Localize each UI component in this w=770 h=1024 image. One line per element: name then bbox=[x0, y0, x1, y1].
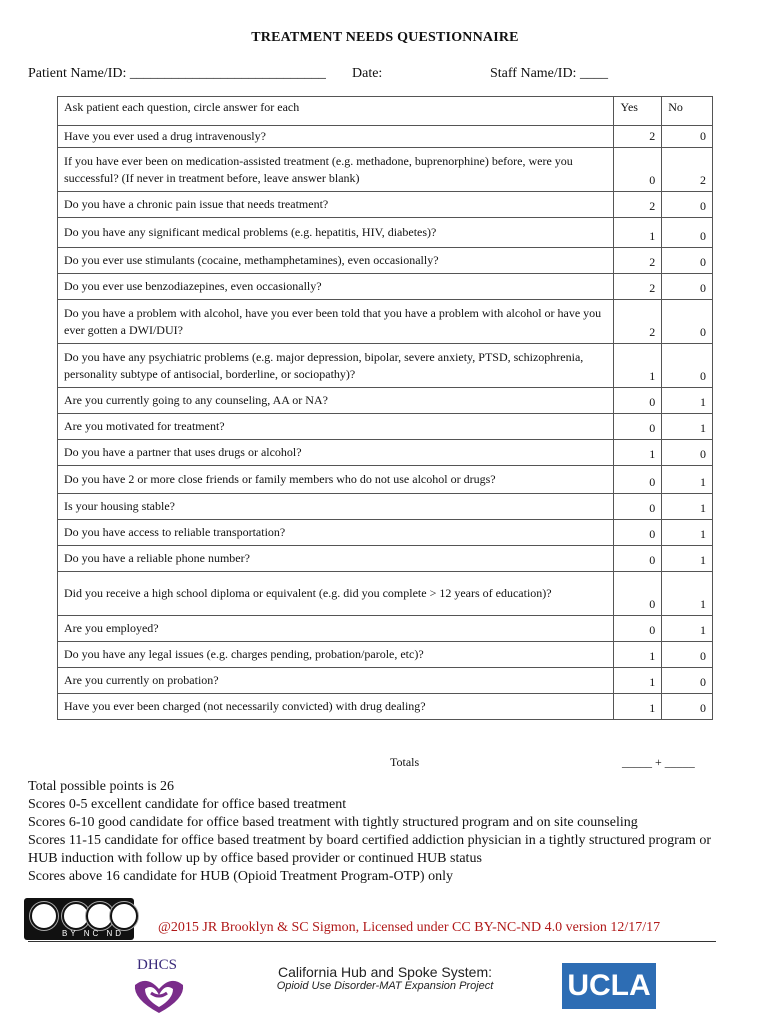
yes-answer[interactable]: 2 bbox=[614, 300, 662, 344]
no-header: No bbox=[662, 97, 713, 126]
instruction-cell: Ask patient each question, circle answer for each bbox=[58, 97, 614, 126]
footer-divider bbox=[28, 941, 716, 942]
no-answer[interactable]: 1 bbox=[662, 466, 713, 494]
table-row bbox=[58, 344, 713, 388]
yes-answer[interactable]: 2 bbox=[614, 192, 662, 218]
question-text: Are you currently going to any counseling, AA or NA? bbox=[58, 388, 614, 414]
question-text: Do you have a problem with alcohol, have you ever been told that you have a problem with alcohol or have you ever gotten a DWI/DUI? bbox=[58, 300, 614, 344]
no-answer[interactable]: 0 bbox=[662, 192, 713, 218]
table-row bbox=[58, 642, 713, 668]
no-answer[interactable]: 0 bbox=[662, 126, 713, 148]
dhcs-logo bbox=[127, 955, 191, 1017]
no-answer[interactable]: 1 bbox=[662, 520, 713, 546]
totals-label: Totals bbox=[390, 755, 420, 769]
yes-answer[interactable]: 0 bbox=[614, 466, 662, 494]
no-answer[interactable]: 1 bbox=[662, 572, 713, 616]
table-header-row bbox=[58, 97, 713, 126]
question-text: Do you ever use benzodiazepines, even occasionally? bbox=[58, 274, 614, 300]
scoring-line: Scores 0-5 excellent candidate for office based treatment bbox=[28, 797, 347, 812]
question-text: Do you have 2 or more close friends or family members who do not use alcohol or drugs? bbox=[58, 466, 614, 494]
scoring-line: Total possible points is 26 bbox=[28, 779, 175, 794]
yes-answer[interactable]: 0 bbox=[614, 148, 662, 192]
ucla-logo: UCLA bbox=[562, 963, 656, 1009]
no-answer[interactable]: 1 bbox=[662, 494, 713, 520]
hub-logo-subtitle: Opioid Use Disorder-MAT Expansion Project bbox=[276, 980, 494, 992]
question-text: Do you have any legal issues (e.g. charges pending, probation/parole, etc)? bbox=[58, 642, 614, 668]
scoring-line: Scores 11-15 candidate for office based treatment by board certified addiction physician in a tightly structured program or HUB induction with follow up by office based provider or continued HUB status bbox=[28, 833, 712, 866]
table-row bbox=[58, 388, 713, 414]
dhcs-logo-text: DHCS bbox=[137, 957, 178, 973]
table-row bbox=[58, 466, 713, 494]
scoring-line: Scores 6-10 good candidate for office based treatment with tightly structured program and on site counseling bbox=[28, 815, 638, 830]
question-text: Do you have access to reliable transportation? bbox=[58, 520, 614, 546]
yes-answer[interactable]: 0 bbox=[614, 616, 662, 642]
question-text: Do you have a partner that uses drugs or alcohol? bbox=[58, 440, 614, 466]
no-answer[interactable]: 0 bbox=[662, 248, 713, 274]
no-answer[interactable]: 0 bbox=[662, 344, 713, 388]
staff-name-field[interactable]: Staff Name/ID: ____ bbox=[490, 66, 608, 81]
question-text: Are you currently on probation? bbox=[58, 668, 614, 694]
question-text: Are you motivated for treatment? bbox=[58, 414, 614, 440]
question-text: Is your housing stable? bbox=[58, 494, 614, 520]
yes-answer[interactable]: 0 bbox=[614, 546, 662, 572]
no-answer[interactable]: 0 bbox=[662, 642, 713, 668]
no-answer[interactable]: 1 bbox=[662, 388, 713, 414]
hub-logo-title: California Hub and Spoke System: bbox=[278, 964, 492, 980]
no-answer[interactable]: 0 bbox=[662, 440, 713, 466]
yes-answer[interactable]: 1 bbox=[614, 642, 662, 668]
question-text: Have you ever used a drug intravenously? bbox=[58, 126, 614, 148]
table-row bbox=[58, 218, 713, 248]
question-text: Do you ever use stimulants (cocaine, methamphetamines), even occasionally? bbox=[58, 248, 614, 274]
yes-answer[interactable]: 0 bbox=[614, 388, 662, 414]
cc-icon bbox=[30, 902, 58, 930]
question-text: Have you ever been charged (not necessarily convicted) with drug dealing? bbox=[58, 694, 614, 720]
no-answer[interactable]: 1 bbox=[662, 616, 713, 642]
no-answer[interactable]: 0 bbox=[662, 274, 713, 300]
questionnaire-table bbox=[57, 96, 713, 720]
patient-name-field[interactable]: Patient Name/ID: ____________________________ bbox=[28, 66, 326, 81]
date-field[interactable]: Date: bbox=[352, 66, 383, 81]
scoring-guide bbox=[28, 778, 728, 886]
table-row bbox=[58, 694, 713, 720]
table-row bbox=[58, 300, 713, 344]
yes-answer[interactable]: 0 bbox=[614, 520, 662, 546]
question-text: Did you receive a high school diploma or equivalent (e.g. did you complete > 12 years of education)? bbox=[58, 572, 614, 616]
yes-answer[interactable]: 1 bbox=[614, 344, 662, 388]
page-title: TREATMENT NEEDS QUESTIONNAIRE bbox=[251, 30, 519, 45]
question-text: If you have ever been on medication-assisted treatment (e.g. methadone, buprenorphine) before, were you successful? (If never in treatment before, leave answer blank) bbox=[58, 148, 614, 192]
table-row bbox=[58, 572, 713, 616]
yes-answer[interactable]: 0 bbox=[614, 572, 662, 616]
table-row bbox=[58, 616, 713, 642]
yes-answer[interactable]: 2 bbox=[614, 126, 662, 148]
question-text: Do you have any significant medical problems (e.g. hepatitis, HIV, diabetes)? bbox=[58, 218, 614, 248]
table-row bbox=[58, 668, 713, 694]
nd-icon bbox=[110, 902, 138, 930]
yes-answer[interactable]: 1 bbox=[614, 668, 662, 694]
no-answer[interactable]: 1 bbox=[662, 414, 713, 440]
cc-license-badge bbox=[24, 898, 134, 940]
yes-answer[interactable]: 0 bbox=[614, 414, 662, 440]
scoring-line: Scores above 16 candidate for HUB (Opioid Treatment Program-OTP) only bbox=[28, 869, 453, 884]
table-row bbox=[58, 494, 713, 520]
table-row bbox=[58, 248, 713, 274]
no-answer[interactable]: 0 bbox=[662, 218, 713, 248]
totals-blanks[interactable]: _____ + _____ bbox=[622, 755, 695, 769]
hub-spoke-logo bbox=[260, 964, 510, 992]
no-answer[interactable]: 0 bbox=[662, 668, 713, 694]
table-row bbox=[58, 192, 713, 218]
table-row bbox=[58, 274, 713, 300]
no-answer[interactable]: 0 bbox=[662, 300, 713, 344]
question-text: Do you have a chronic pain issue that needs treatment? bbox=[58, 192, 614, 218]
license-text: @2015 JR Brooklyn & SC Sigmon, Licensed under CC BY-NC-ND 4.0 version 12/17/17 bbox=[158, 920, 661, 935]
no-answer[interactable]: 0 bbox=[662, 694, 713, 720]
yes-answer[interactable]: 1 bbox=[614, 440, 662, 466]
no-answer[interactable]: 2 bbox=[662, 148, 713, 192]
yes-answer[interactable]: 0 bbox=[614, 494, 662, 520]
question-text: Do you have any psychiatric problems (e.g. major depression, bipolar, severe anxiety, PTSD, schizophrenia, personality subtype of antisocial, borderline, or sociopathy)? bbox=[58, 344, 614, 388]
question-text: Do you have a reliable phone number? bbox=[58, 546, 614, 572]
table-row bbox=[58, 148, 713, 192]
question-text: Are you employed? bbox=[58, 616, 614, 642]
table-row bbox=[58, 126, 713, 148]
table-row bbox=[58, 414, 713, 440]
yes-header: Yes bbox=[614, 97, 662, 126]
yes-answer[interactable]: 2 bbox=[614, 274, 662, 300]
table-row bbox=[58, 546, 713, 572]
table-row bbox=[58, 520, 713, 546]
yes-answer[interactable]: 2 bbox=[614, 248, 662, 274]
cc-badge-label: BY NC ND bbox=[62, 929, 125, 938]
yes-answer[interactable]: 1 bbox=[614, 218, 662, 248]
table-row bbox=[58, 440, 713, 466]
no-answer[interactable]: 1 bbox=[662, 546, 713, 572]
yes-answer[interactable]: 1 bbox=[614, 694, 662, 720]
